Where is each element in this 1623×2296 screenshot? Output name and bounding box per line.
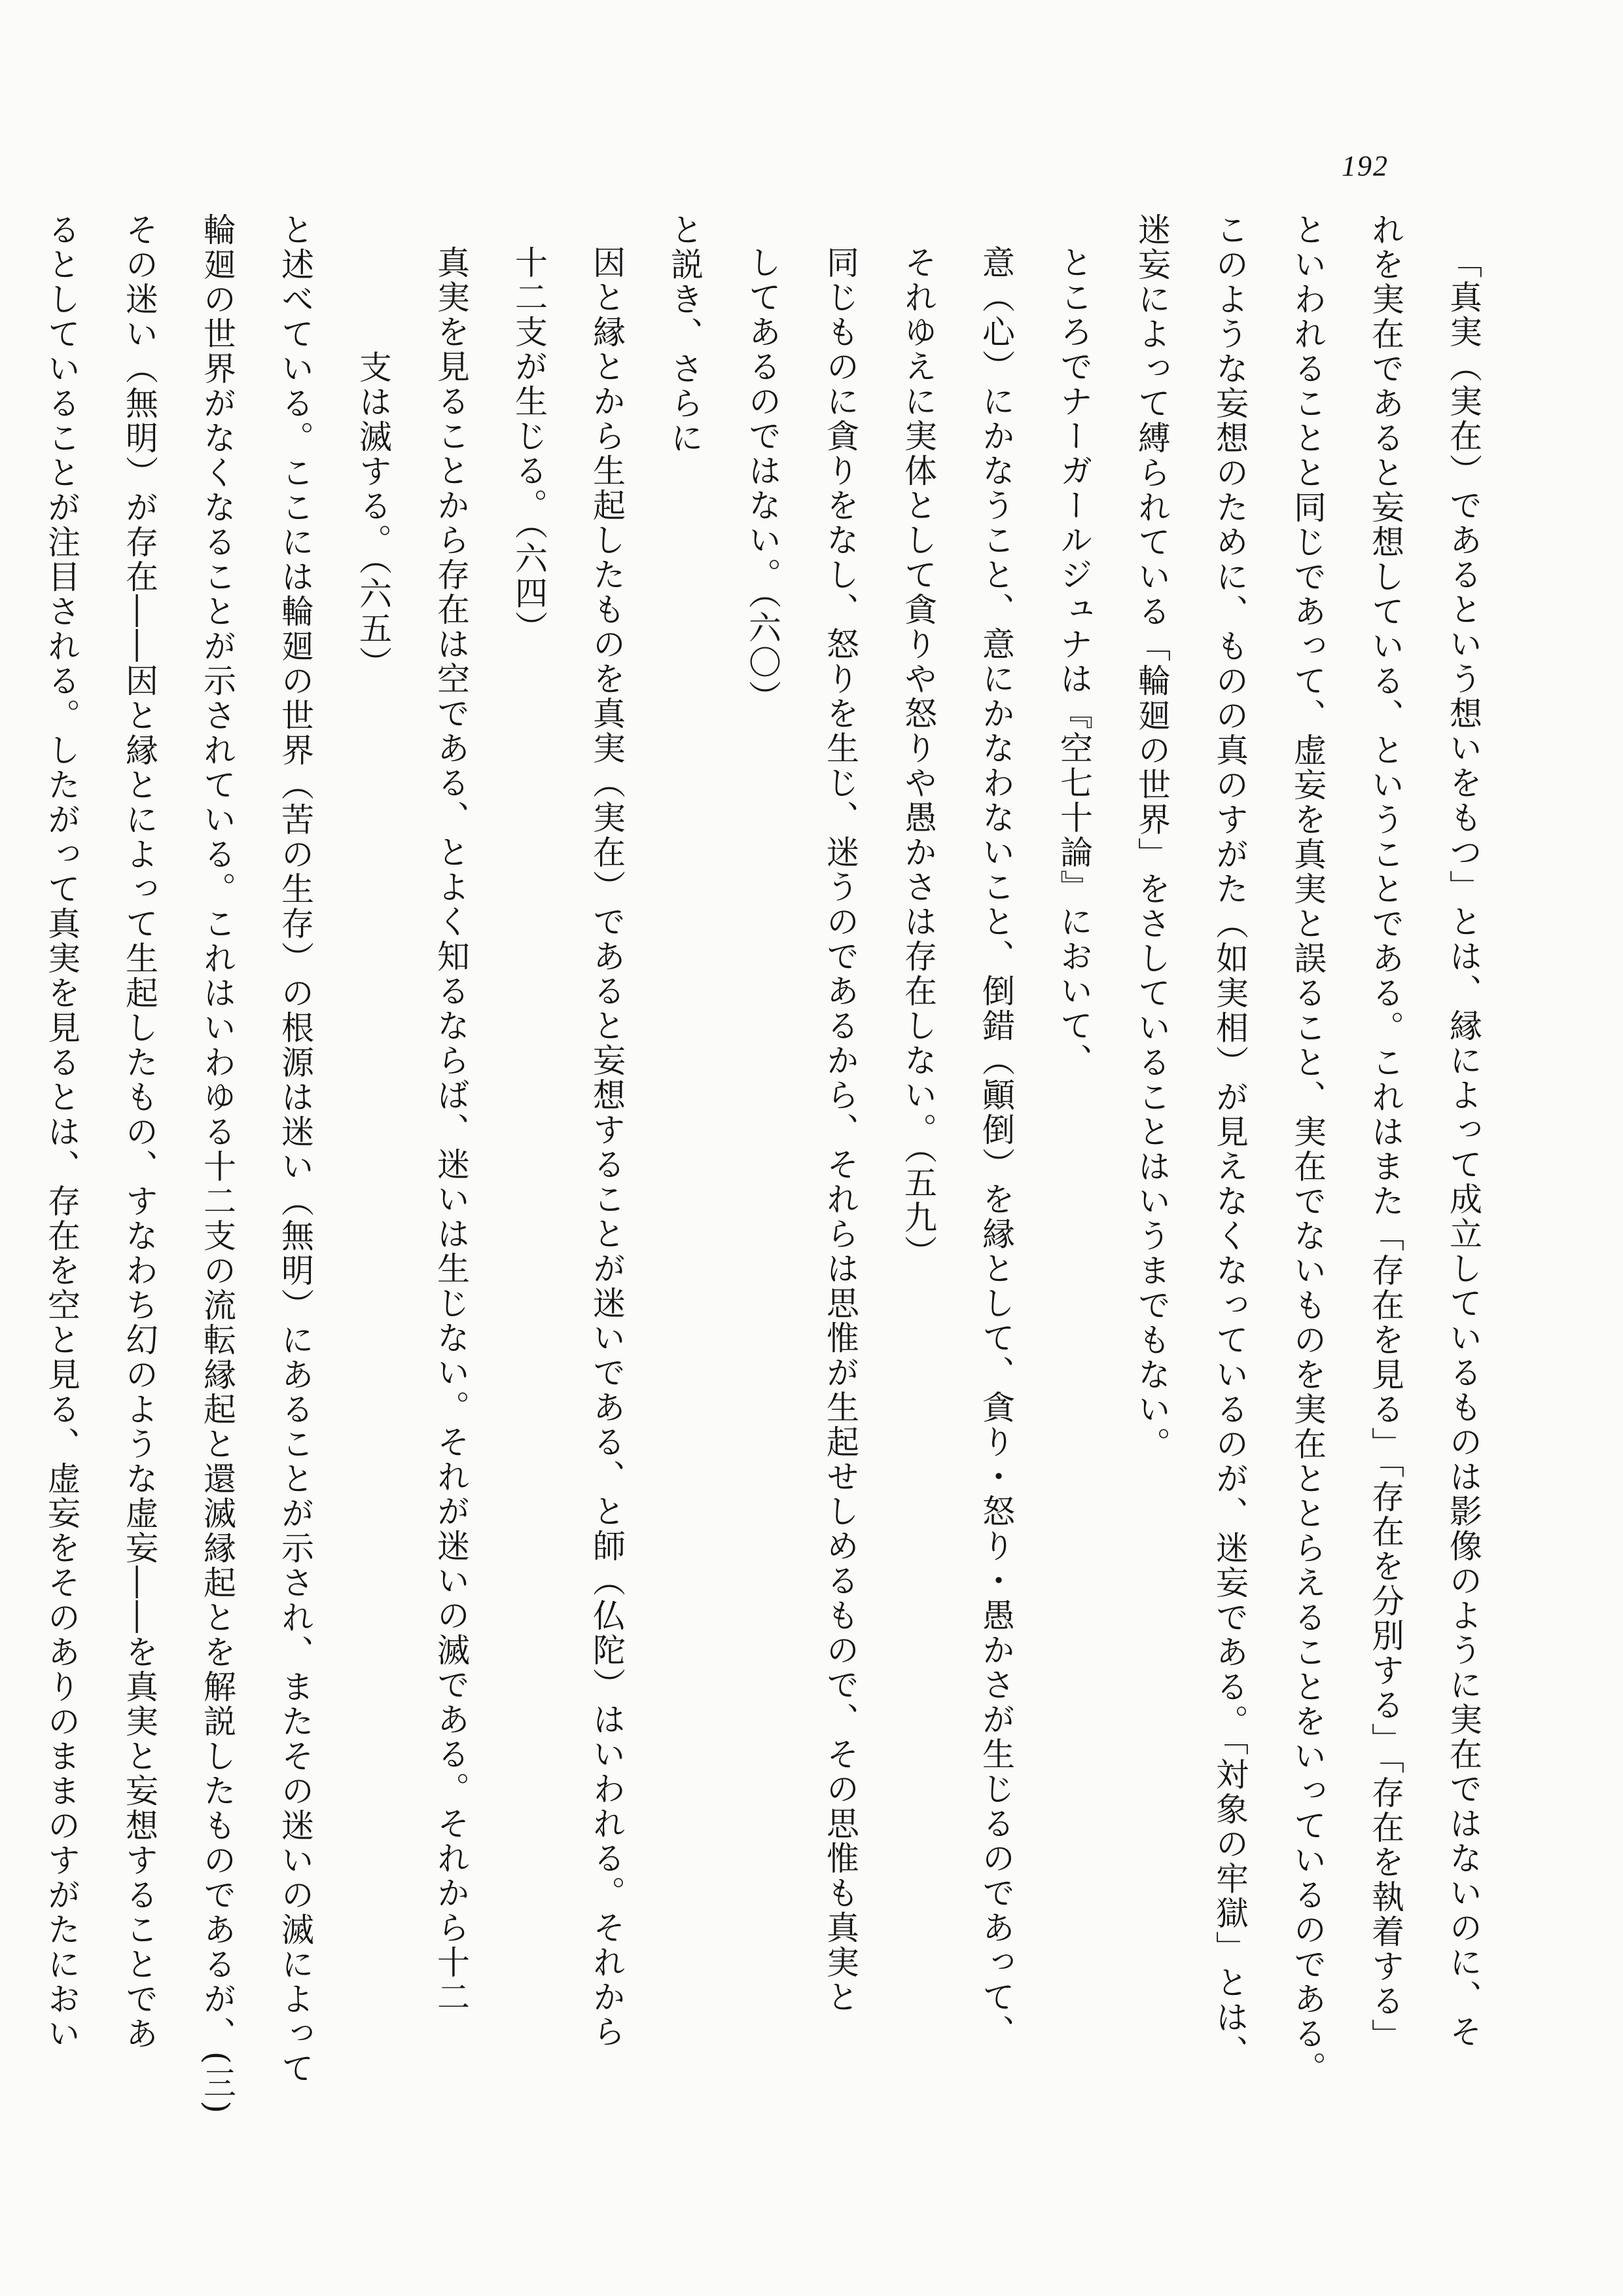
text-line: るとしていることが注目される。したがって真実を見るとは、存在を空と見る、虚妄をそのありのままのすがたにおい [43, 213, 80, 2051]
text-line: 支は滅する。（六五） [354, 350, 392, 681]
text-line: このような妄想のために、ものの真のすがた（如実相）が見えなくなっているのが、迷妄である。「対象の牢獄」とは、 [1211, 213, 1249, 2070]
text-line: 輪廻の世界がなくなることが示されている。これはいわゆる十二支の流転縁起と還滅縁起とを解説したものであるが、(三) [198, 213, 236, 2116]
text-line: 同じものに貪りをなし、怒りを生じ、迷うのであるから、それらは思惟が生起せしめるもので、その思惟も真実と [821, 245, 859, 2015]
text-line: 意（心）にかなうこと、意にかなわないこと、倒錯（顚倒）を縁として、貪り・怒り・愚かさが生じるのであって、 [977, 245, 1015, 2049]
text-line: れを実在であると妄想している、ということである。これはまた「存在を見る」「存在を分別する」「存在を執着する」 [1366, 213, 1404, 2053]
text-line: 因と縁とから生起したものを真実（実在）であると妄想することが迷いである、と師（仏陀）はいわれる。それから [588, 245, 626, 2049]
text-line: と説き、さらに [666, 213, 704, 456]
text-line: ところでナーガールジュナは『空七十論』において、 [1055, 245, 1093, 1078]
text-line: 「真実（実在）であるという想いをもつ」とは、縁によって成立しているものは影像のように実在ではないのに、そ [1444, 245, 1482, 2049]
text-line: 十二支が生じる。（六四） [510, 245, 548, 645]
text-line: 迷妄によって縛られている「輪廻の世界」をさしていることはいうまでもない。 [1133, 213, 1171, 1462]
text-line: 真実を見ることから存在は空である、とよく知るならば、迷いは生じない。それが迷いの滅である。それから十二 [432, 245, 470, 2015]
text-line: といわれることと同じであって、虚妄を真実と誤ること、実在でないものを実在ととらえることをいっているのである。 [1289, 213, 1327, 2086]
page-number: 192 [1342, 150, 1389, 182]
text-line: してあるのではない。（六〇） [743, 245, 781, 715]
body-text [22, 213, 1502, 2116]
text-line: その迷い（無明）が存在――因と縁とによって生起したもの、すなわち幻のような虚妄――を真実と妄想することであ [120, 213, 158, 2051]
text-line: それゆえに実体として貪りや怒りや愚かさは存在しない。（五九） [899, 245, 937, 1270]
text-line: と述べている。ここには輪廻の世界（苦の生存）の根源は迷い（無明）にあることが示され、またその迷いの滅によって [276, 213, 314, 2086]
